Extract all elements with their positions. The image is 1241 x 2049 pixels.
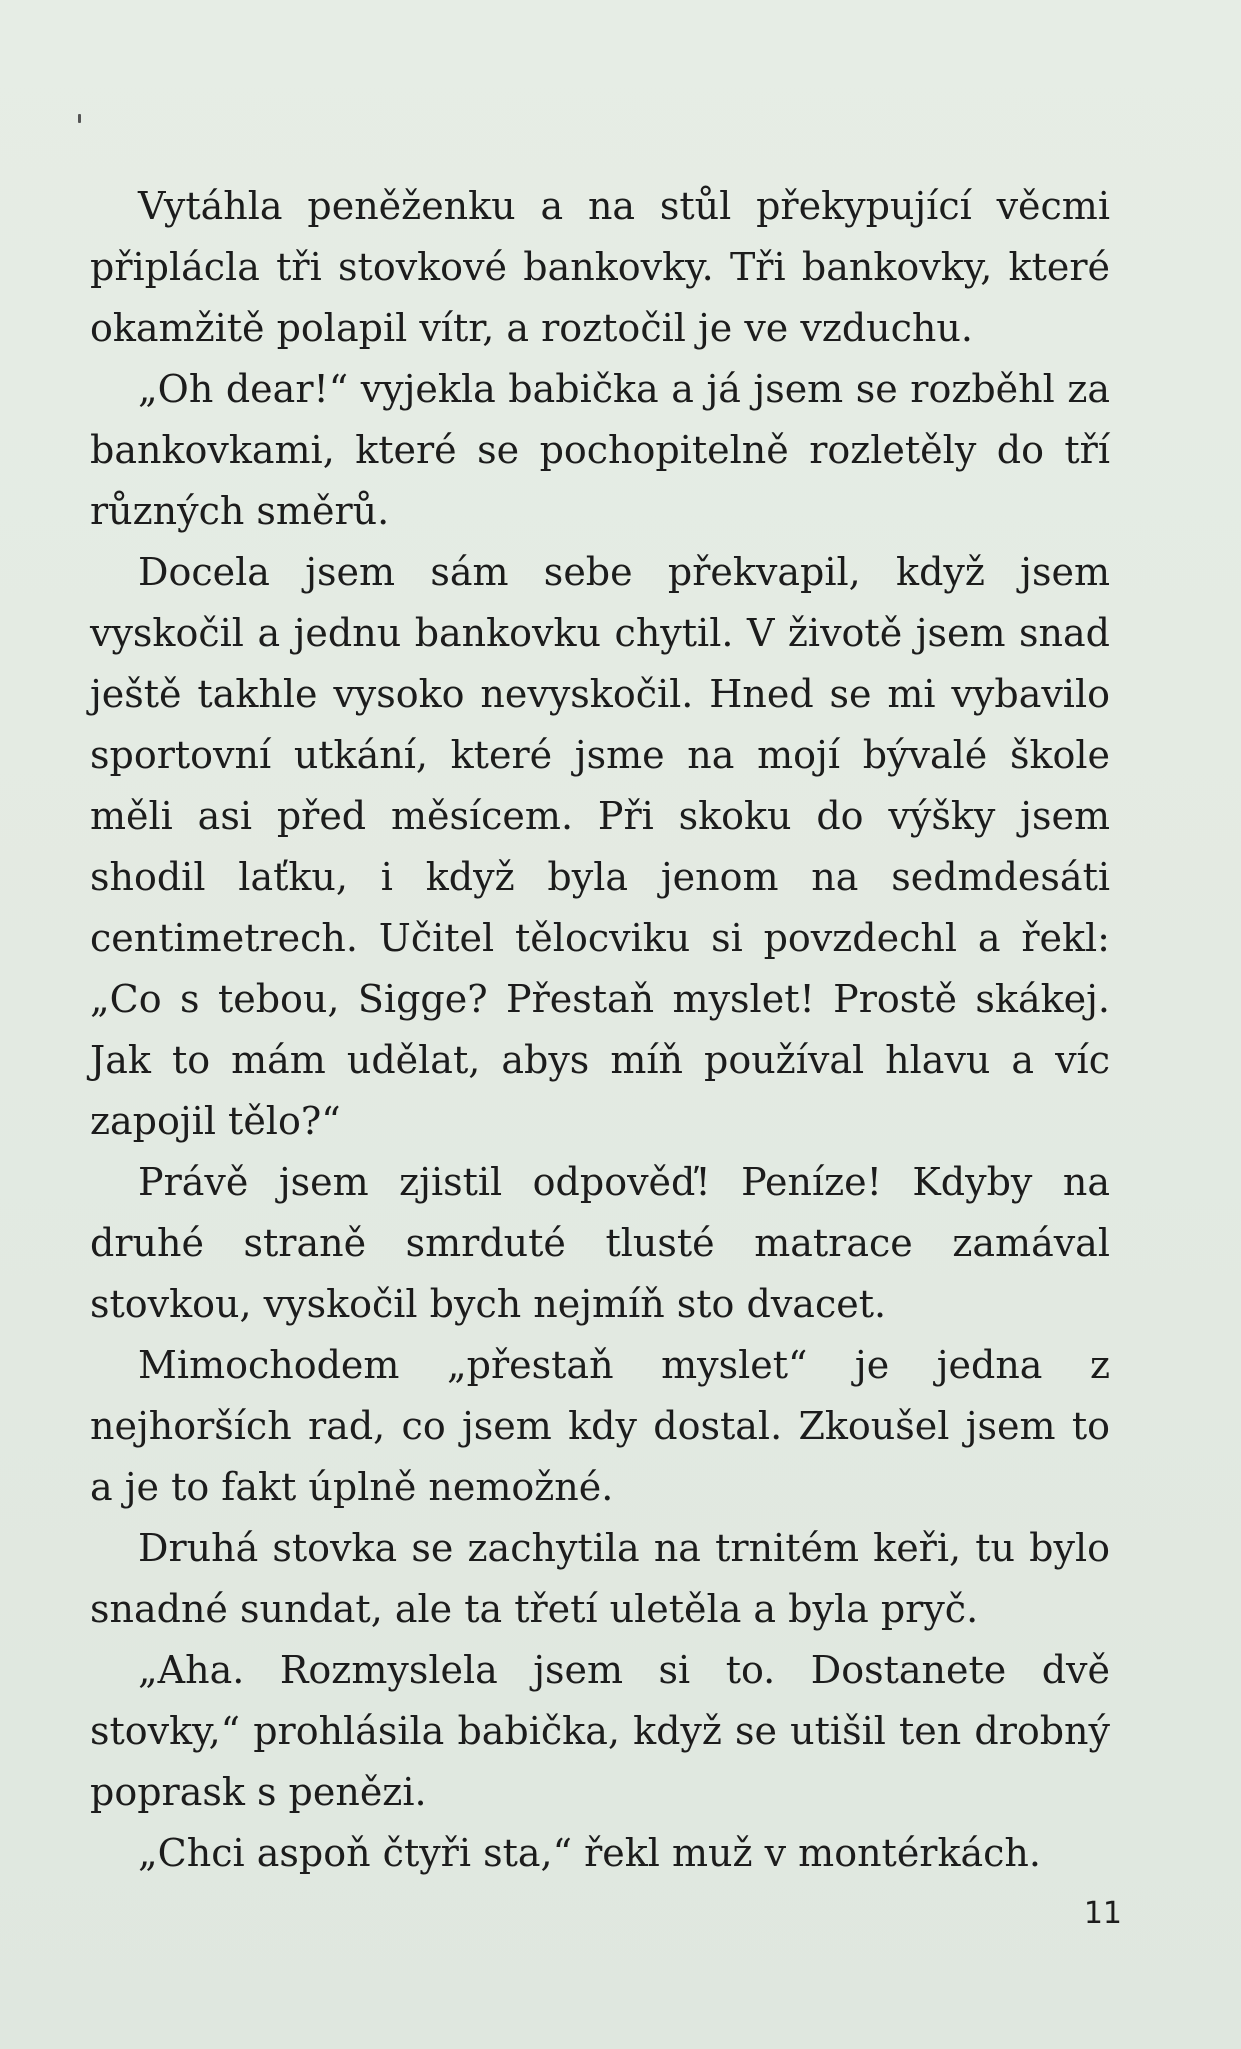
paragraph-4: Právě jsem zjistil odpověď! Peníze! Kdyby na druhé straně smrduté tlusté matrace zamával stovkou, vyskočil bych nejmíň sto dvacet. [90,1160,1110,1326]
paragraph-2: „Oh dear!“ vyjekla babička a já jsem se rozběhl za bankovkami, které se pochopitelně rozletěly do tří různých směrů. [90,367,1110,533]
stray-mark [78,114,81,123]
paragraph-1: Vytáhla peněženku a na stůl překypující věcmi připlácla tři stovkové bankovky. Tři bankovky, které okamžitě polapil vítr, a roztočil je ve vzduchu. [90,184,1110,350]
paragraph-6: Druhá stovka se zachytila na trnitém keři, tu bylo snadné sundat, ale ta třetí uletěla a byla pryč. [90,1526,1110,1631]
paragraph-8: „Chci aspoň čtyři sta,“ řekl muž v montérkách. [138,1831,1041,1875]
page-number: 11 [1083,1896,1122,1931]
body-text [90,176,1110,1884]
paragraph-5: Mimochodem „přestaň myslet“ je jedna z nejhorších rad, co jsem kdy dostal. Zkoušel jsem to a je to fakt úplně nemožné. [90,1343,1110,1509]
paragraph-7: „Aha. Rozmyslela jsem si to. Dostanete dvě stovky,“ prohlásila babička, když se utišil ten drobný poprask s penězi. [90,1648,1110,1814]
paragraph-3: Docela jsem sám sebe překvapil, když jsem vyskočil a jednu bankovku chytil. V životě jsem snad ještě takhle vysoko nevyskočil. Hned se mi vybavilo sportovní utkání, které jsme na mojí bývalé škole měli asi před měsícem. Při skoku do výšky jsem shodil laťku, i když byla jenom na sedmdesáti centimetrech. Učitel tělocviku si povzdechl a řekl: „Co s tebou, Sigge? Přestaň myslet! Prostě skákej. Jak to mám udělat, abys míň používal hlavu a víc zapojil tělo?“ [90,550,1110,1143]
